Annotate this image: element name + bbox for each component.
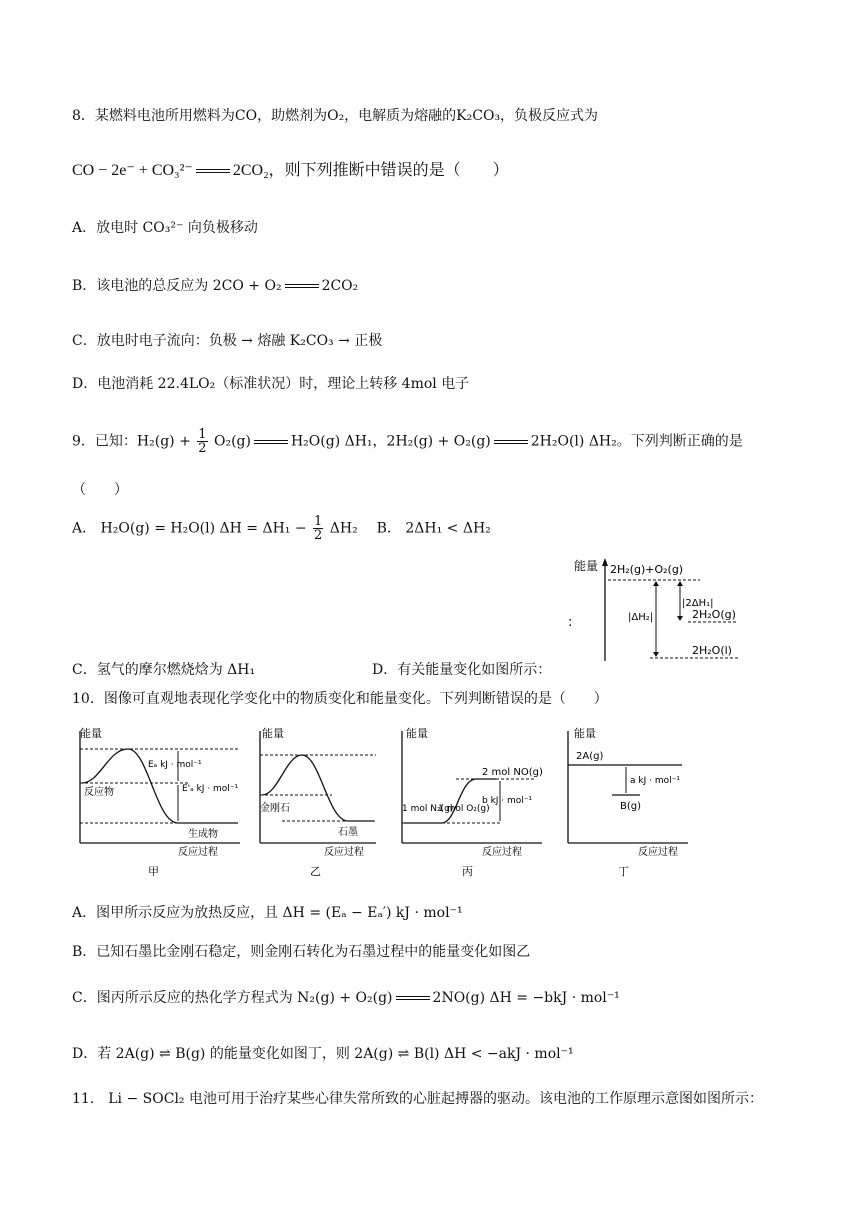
level-top-label: 2H₂(g)+O₂(g) [610,563,684,576]
q8-stem2-pre: CO − 2e⁻ + CO₃²⁻ [72,162,193,179]
frac-numerator: 1 [198,427,207,442]
figure-caption: 甲 [148,865,159,878]
q11-stem: 11． Li − SOCl₂ 电池可用于治疗某些心律失常所致的心脏起搏器的驱动。该电池的工作原理示意图如图所示： [72,1091,763,1107]
reactant-label: 反应物 [84,787,114,798]
q10-option-c [72,988,620,1008]
product-label: 生成物 [188,829,218,840]
q9-option-c: C．氢气的摩尔燃烧焓为 ΔH₁ [72,662,256,678]
graphite-label: 石墨 [338,827,358,838]
b-level-label: B(g) [620,801,642,812]
q10-figure-ding [562,725,692,880]
axis-ylabel: 能量 [574,727,596,740]
q9-paren: （ ） [72,482,128,498]
delta-h2-label: |ΔH₂| [628,612,654,623]
q10-figure-yi [252,725,382,880]
q10-figure-bing [396,725,546,880]
diagram-colon: : [568,615,573,630]
q8-stem-line2 [72,161,509,181]
figure-caption: 乙 [310,865,321,878]
axis-xlabel: 反应过程 [178,847,218,858]
q8-option-b-pre: B．该电池的总反应为 2CO + O₂ [72,278,282,294]
axis-xlabel: 反应过程 [324,847,364,858]
q9-energy-diagram [560,556,750,666]
axis-ylabel: 能量 [80,727,102,740]
q9-option-b: B． 2ΔH₁ < ΔH₂ [376,520,491,537]
equals-sign [196,169,230,173]
a2-label: 2A(g) [576,751,604,762]
diamond-label: 金刚石 [260,803,290,814]
no-label: 2 mol NO(g) [482,767,543,778]
o2-label: 1 mol O₂(g) [438,804,490,814]
q10-option-a: A．图甲所示反应为放热反应，且 ΔH = (Eₐ − Eₐ′) kJ · mol⁻¹ [72,905,463,921]
equals-sign [494,440,528,444]
equals-sign [396,996,430,1000]
q9-stem [72,428,743,455]
q9-option-a-pre: A． H₂O(g) = H₂O(l) ΔH = ΔH₁ − [72,520,307,537]
q9-option-a-post: ΔH₂ [329,520,358,537]
q9-stem-pre: 9．已知：H₂(g) + [72,433,191,450]
figure-caption: 丁 [618,865,629,878]
delta-h1-label: |2ΔH₁| [682,598,714,609]
q10-option-c-post: 2NO(g) ΔH = −bkJ · mol⁻¹ [432,990,620,1006]
frac-denominator: 2 [198,441,207,456]
q8-option-b [72,276,358,296]
q8-option-c: C．放电时电子流向：负极 → 熔融 K₂CO₃ → 正极 [72,333,383,349]
q9-stem-mid1: O₂(g) [213,433,251,450]
ea-prime-label: E'ₐ kJ · mol⁻¹ [182,784,239,794]
q10-stem: 10．图像可直观地表现化学变化中的物质变化和能量变化。下列判断错误的是（ ） [72,691,608,707]
axis-ylabel: 能量 [262,727,284,740]
q9-stem-post: 2H₂O(l) ΔH₂。下列判断正确的是 [530,433,743,450]
ea-label: Eₐ kJ · mol⁻¹ [148,760,202,770]
equals-sign [285,284,319,288]
axis-ylabel: 能量 [406,727,428,740]
q9-option-d: D．有关能量变化如图所示： [372,662,552,678]
q10-option-c-pre: C．图丙所示反应的热化学方程式为 N₂(g) + O₂(g) [72,990,393,1006]
level-bot-label: 2H₂O(l) [692,644,732,657]
b-label: b kJ · mol⁻¹ [482,796,533,806]
q10-option-d: D．若 2A(g) ⇌ B(g) 的能量变化如图丁，则 2A(g) ⇌ B(l) ΔH < −akJ · mol⁻¹ [72,1046,574,1062]
frac-numerator: 1 [314,514,323,529]
level-mid-label: 2H₂O(g) [692,608,736,621]
n2-label: 1 mol N₂(g) [402,804,454,814]
q8-stem-line1: 8．某燃料电池所用燃料为CO，助燃剂为O₂，电解质为熔融的K₂CO₃，负极反应式为 [72,108,599,124]
q8-option-a: A．放电时 CO₃²⁻ 向负极移动 [72,220,258,236]
q9-stem-mid2: H₂O(g) ΔH₁，2H₂(g) + O₂(g) [290,433,491,450]
q10-option-b: B．已知石墨比金刚石稳定，则金刚石转化为石墨过程中的能量变化如图乙 [72,944,531,960]
equals-sign [254,440,288,444]
figure-caption: 丙 [462,865,473,878]
q8-option-b-post: 2CO₂ [321,278,359,294]
axis-xlabel: 反应过程 [482,847,522,858]
a-label: a kJ · mol⁻¹ [630,776,680,786]
axis-xlabel: 反应过程 [638,847,678,858]
q8-option-d: D．电池消耗 22.4LO₂（标准状况）时，理论上转移 4mol 电子 [72,376,470,392]
half-fraction [313,515,323,542]
q9-options-ab [72,515,491,542]
diagram-ylabel: 能量 [574,559,599,573]
q10-figure-jia [70,725,250,880]
frac-denominator: 2 [314,528,323,543]
half-fraction [197,428,207,455]
q8-stem2-post: 2CO₂，则下列推断中错误的是（ ） [232,162,509,179]
